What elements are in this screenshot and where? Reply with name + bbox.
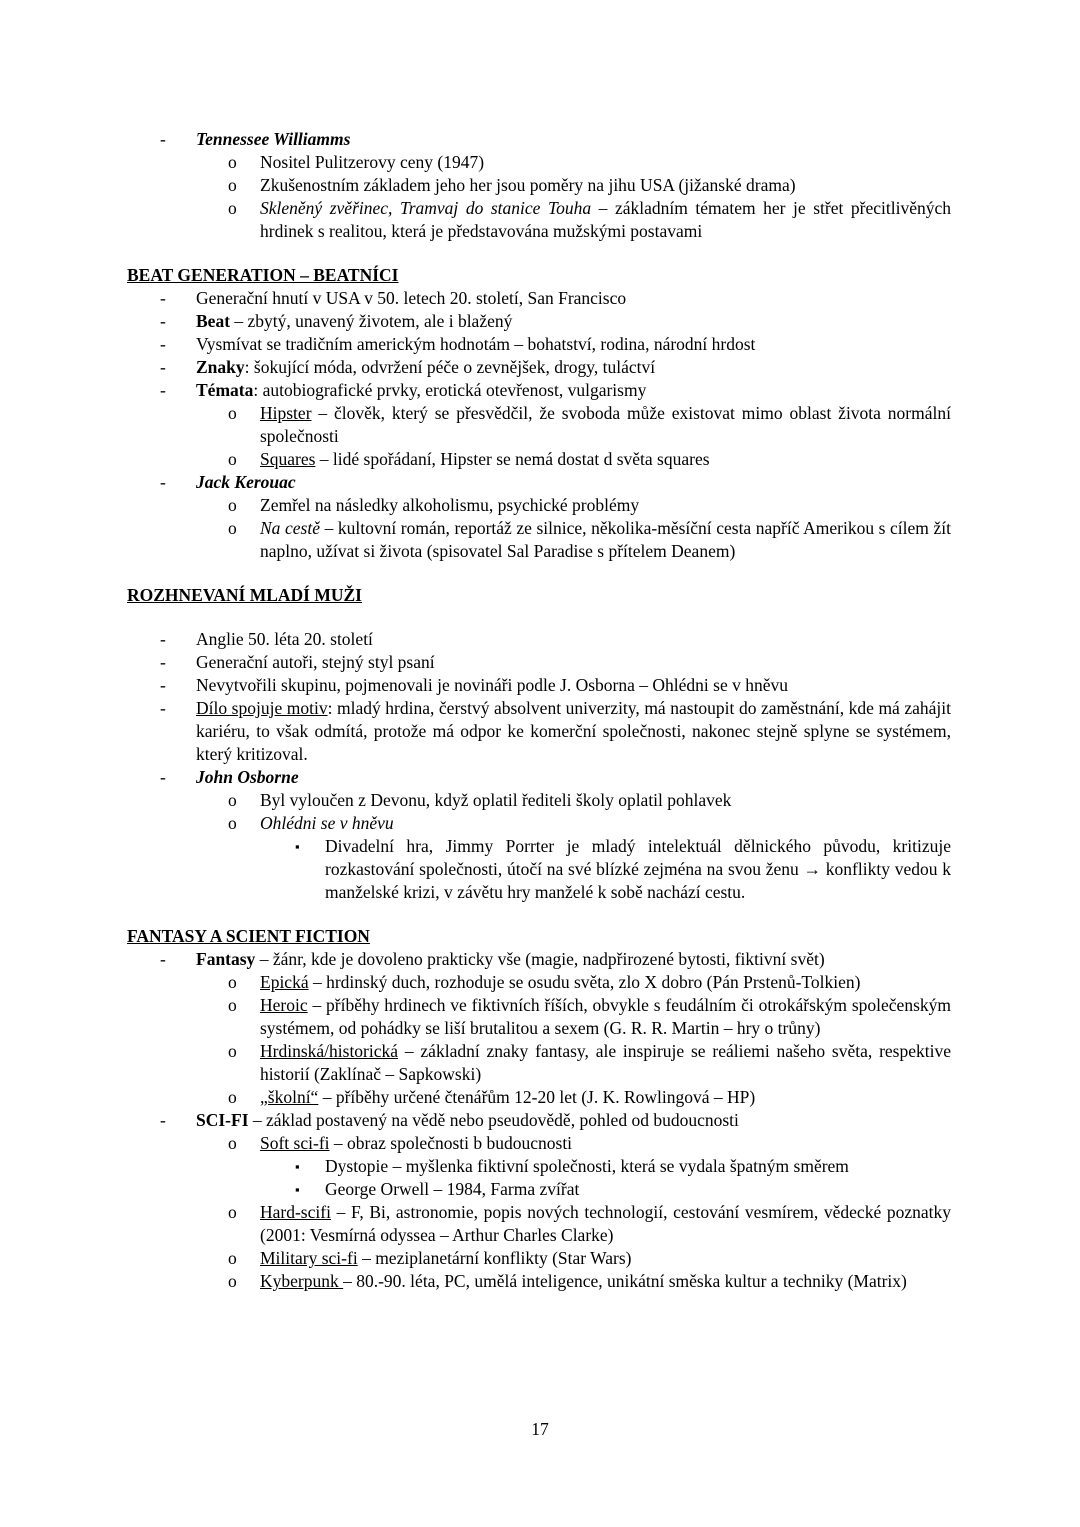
list-item-text: SCI-FI – základ postavený na vědě nebo pseudovědě, pohled od budoucnosti (196, 1110, 739, 1130)
list-item-text: Tennessee Williamms (196, 129, 351, 149)
document-content (127, 128, 951, 1293)
list-item (127, 1270, 951, 1293)
bullet-square: ▪ (295, 1159, 300, 1174)
list-item (127, 971, 951, 994)
list-item-text: Byl vyloučen z Devonu, když oplatil řediteli školy oplatil pohlavek (260, 790, 732, 810)
list-item (127, 379, 951, 402)
list-item (127, 197, 951, 243)
list-item (127, 1201, 951, 1247)
bullet-circle: o (228, 813, 237, 833)
list-item-text: Beat – zbytý, unavený životem, ale i blažený (196, 311, 513, 331)
bullet-dash: - (160, 334, 166, 354)
list-item (127, 128, 951, 151)
list-item-text: Generační autoři, stejný styl psaní (196, 652, 435, 672)
list-item-text: Hard-scifi – F, Bi, astronomie, popis nových technologií, cestování vesmírem, vědecké poznatky (2001: Vesmírná odyssea – Arthur Charles Clarke) (260, 1202, 951, 1245)
bullet-dash: - (160, 311, 166, 331)
bullet-dash: - (160, 698, 166, 718)
list-item (127, 1155, 951, 1178)
list-item (127, 174, 951, 197)
list-item-text: Kyberpunk – 80.-90. léta, PC, umělá inteligence, unikátní směska kultur a techniky (Matrix) (260, 1271, 907, 1291)
list-item-text: George Orwell – 1984, Farma zvířat (325, 1179, 580, 1199)
list-item (127, 697, 951, 766)
list-item-text: John Osborne (196, 767, 299, 787)
list-item (127, 287, 951, 310)
bullet-circle: o (228, 518, 237, 538)
list-item-text: Znaky: šokující móda, odvržení péče o zevnějšek, drogy, tuláctví (196, 357, 656, 377)
list-item-text: Témata: autobiografické prvky, erotická otevřenost, vulgarismy (196, 380, 647, 400)
list-item-text: Anglie 50. léta 20. století (196, 629, 373, 649)
list-item-text: Heroic – příběhy hrdinech ve fiktivních říších, obvykle s feudálním či otrokářským společenským systémem, od pohádky se liší brutalitou a sexem (G. R. R. Martin – hry o trůny) (260, 995, 951, 1038)
list-item (127, 674, 951, 697)
list-item (127, 835, 951, 904)
bullet-circle: o (228, 790, 237, 810)
bullet-square: ▪ (295, 1182, 300, 1197)
list-item (127, 1086, 951, 1109)
bullet-circle: o (228, 175, 237, 195)
list-item-text: Dílo spojuje motiv: mladý hrdina, čerstvý absolvent univerzity, má nastoupit do zaměstnání, kde má zahájit kariéru, to však odmítá, protože má odpor ke komerční společnosti, nakonec stejně splyne se systémem, který kritizoval. (196, 698, 951, 764)
bullet-circle: o (228, 1087, 237, 1107)
list-item (127, 994, 951, 1040)
bullet-circle: o (228, 1202, 237, 1222)
list-item-text: Ohlédni se v hněvu (260, 813, 394, 833)
list-item (127, 494, 951, 517)
list-item-text: Hrdinská/historická – základní znaky fantasy, ale inspiruje se reáliemi našeho světa, respektive historií (Zaklínač – Sapkowski) (260, 1041, 951, 1084)
bullet-circle: o (228, 1248, 237, 1268)
bullet-dash: - (160, 357, 166, 377)
section-heading (127, 925, 951, 948)
list-item-text: Zemřel na následky alkoholismu, psychické problémy (260, 495, 640, 515)
list-item-text: Military sci-fi – meziplanetární konflikty (Star Wars) (260, 1248, 632, 1268)
section-heading (127, 584, 951, 607)
section-heading-text: FANTASY A SCIENT FICTION (127, 926, 370, 946)
list-item (127, 333, 951, 356)
list-item (127, 517, 951, 563)
bullet-circle: o (228, 1271, 237, 1291)
list-item (127, 789, 951, 812)
page-number: 17 (531, 1419, 549, 1439)
bullet-circle: o (228, 152, 237, 172)
bullet-dash: - (160, 129, 166, 149)
bullet-dash: - (160, 949, 166, 969)
list-item (127, 812, 951, 835)
list-item-text: Generační hnutí v USA v 50. letech 20. století, San Francisco (196, 288, 627, 308)
bullet-dash: - (160, 767, 166, 787)
bullet-circle: o (228, 403, 237, 423)
bullet-circle: o (228, 972, 237, 992)
section-heading (127, 264, 951, 287)
bullet-circle: o (228, 495, 237, 515)
section-heading-text: ROZHNEVANÍ MLADÍ MUŽI (127, 585, 362, 605)
list-item (127, 402, 951, 448)
list-item-text: Soft sci-fi – obraz společnosti b budoucnosti (260, 1133, 573, 1153)
blank-line (127, 607, 951, 628)
list-item-text: Dystopie – myšlenka fiktivní společnosti, která se vydala špatným směrem (325, 1156, 849, 1176)
list-item (127, 1178, 951, 1201)
list-item (127, 471, 951, 494)
bullet-dash: - (160, 288, 166, 308)
list-item-text: Fantasy – žánr, kde je dovoleno prakticky vše (magie, nadpřirozené bytosti, fiktivní svět) (196, 949, 825, 969)
blank-line (127, 243, 951, 264)
list-item (127, 766, 951, 789)
list-item-text: Hipster – člověk, který se přesvědčil, že svoboda může existovat mimo oblast života normální společnosti (260, 403, 951, 446)
blank-line (127, 904, 951, 925)
list-item (127, 1132, 951, 1155)
list-item (127, 356, 951, 379)
bullet-circle: o (228, 449, 237, 469)
section-heading-text: BEAT GENERATION – BEATNÍCI (127, 265, 399, 285)
bullet-dash: - (160, 652, 166, 672)
list-item-text: Na cestě – kultovní román, reportáž ze silnice, několika-měsíční cesta napříč Amerikou s cílem žít naplno, užívat si života (spisovatel Sal Paradise s přítelem Deanem) (260, 518, 951, 561)
bullet-circle: o (228, 1133, 237, 1153)
bullet-circle: o (228, 995, 237, 1015)
list-item-text: Jack Kerouac (196, 472, 296, 492)
bullet-dash: - (160, 380, 166, 400)
bullet-dash: - (160, 1110, 166, 1130)
list-item (127, 310, 951, 333)
bullet-square: ▪ (295, 839, 300, 854)
list-item (127, 1109, 951, 1132)
list-item-text: Zkušenostním základem jeho her jsou poměry na jihu USA (jižanské drama) (260, 175, 796, 195)
bullet-dash: - (160, 675, 166, 695)
list-item (127, 448, 951, 471)
bullet-circle: o (228, 1041, 237, 1061)
list-item (127, 651, 951, 674)
list-item (127, 151, 951, 174)
bullet-dash: - (160, 472, 166, 492)
list-item (127, 628, 951, 651)
blank-line (127, 563, 951, 584)
list-item-text: Squares – lidé spořádaní, Hipster se nemá dostat d světa squares (260, 449, 710, 469)
list-item-text: Nositel Pulitzerovy ceny (1947) (260, 152, 485, 172)
list-item (127, 948, 951, 971)
list-item-text: Divadelní hra, Jimmy Porrter je mladý intelektuál dělnického původu, kritizuje rozkastování společnosti, útočí na své blízké zejména na svou ženu → konflikty vedou k manželské krizi, v závětu hry manželé k sobě nachází cestu. (325, 836, 951, 902)
bullet-dash: - (160, 629, 166, 649)
list-item-text: Vysmívat se tradičním americkým hodnotám – bohatství, rodina, národní hrdost (196, 334, 756, 354)
list-item-text: Nevytvořili skupinu, pojmenovali je novináři podle J. Osborna – Ohlédni se v hněvu (196, 675, 788, 695)
list-item-text: „školní“ – příběhy určené čtenářům 12-20 let (J. K. Rowlingová – HP) (260, 1087, 756, 1107)
list-item-text: Skleněný zvěřinec, Tramvaj do stanice Touha – základním tématem her je střet přecitlivěných hrdinek s realitou, která je představována mužskými postavami (260, 198, 951, 241)
list-item (127, 1040, 951, 1086)
bullet-circle: o (228, 198, 237, 218)
list-item (127, 1247, 951, 1270)
list-item-text: Epická – hrdinský duch, rozhoduje se osudu světa, zlo X dobro (Pán Prstenů-Tolkien) (260, 972, 861, 992)
